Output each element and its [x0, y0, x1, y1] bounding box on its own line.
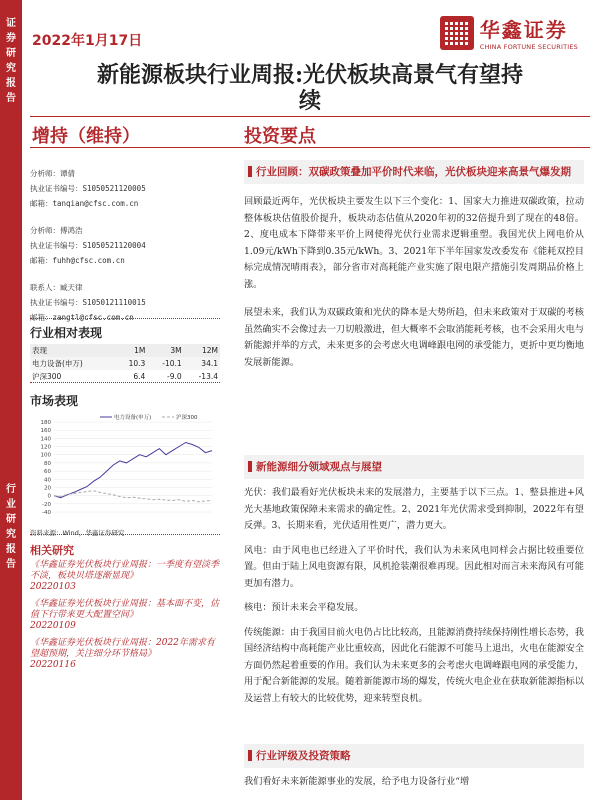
table-cell: 34.1: [184, 357, 220, 370]
table-cell: -9.0: [167, 372, 182, 381]
red-sidebar: [0, 0, 22, 800]
paragraph: 光伏：我们最看好光伏板块未来的发展潜力，主要基于以下三点。1、整县推进+风光大基地政策保障未来需求的确定性。2、2021年光伏需求受到抑制，2022年有望反弹。3、长期来看，光伏适用性更广，潜力更大。: [244, 487, 584, 531]
y-tick-label: -40: [42, 510, 51, 516]
section-title: 投资要点: [244, 126, 316, 147]
section-heading: 行业回顾：双碳政策叠加平价时代来临，光伏板块迎来高景气爆发期: [244, 160, 584, 184]
related-item-link[interactable]: 《华鑫证券光伏板块行业周报：一季度有望淡季不淡，板块贝塔逐渐显现》: [30, 560, 220, 581]
report-title-line2: 续: [298, 88, 321, 114]
analyst-role: 分析师：傅鸿浩: [30, 226, 83, 235]
analyst-cert: 执业证书编号：S1050121110015: [30, 298, 146, 307]
y-tick-label: 180: [40, 420, 51, 426]
y-tick-label: 120: [40, 444, 51, 451]
related-item-link[interactable]: 《华鑫证券光伏板块行业周报：基本面不变，估值下行带来更大配置空间》: [30, 599, 220, 620]
brand-name-cn: 华鑫证券: [479, 18, 568, 42]
performance-table: [30, 344, 220, 383]
related-item-link[interactable]: 《华鑫证券光伏板块行业周报：2022年需求有望超预期，关注细分环节格局》: [30, 638, 215, 659]
y-tick-label: 60: [44, 469, 51, 476]
analyst-card: [30, 166, 220, 211]
table-header-cell: 3M: [147, 344, 183, 357]
header-divider: [30, 116, 590, 117]
brand-emblem-icon: [440, 16, 474, 50]
paragraph: 核电：预计未来会平稳发展。: [244, 602, 364, 613]
analyst-cert: 执业证书编号：S1050521120005: [30, 184, 146, 193]
related-research: [30, 542, 220, 671]
paragraph: 我们看好未来新能源事业的发展，给予电力设备行业“增: [244, 776, 470, 787]
brand-logo: [440, 14, 578, 51]
related-item-date: 20220109: [30, 621, 76, 631]
analyst-role: 分析师：谭倩: [30, 169, 75, 178]
table-header-row: [30, 344, 220, 357]
legend-label: 电力设备(申万): [114, 415, 152, 421]
analyst-cert: 执业证书编号：S1050521120004: [30, 241, 146, 250]
y-tick-label: 20: [44, 485, 51, 492]
rating-label: 增持（维持）: [32, 126, 140, 147]
table-row: [30, 357, 220, 370]
table-header-cell: 表现: [30, 344, 115, 357]
y-tick-label: 140: [40, 436, 51, 443]
analyst-email[interactable]: 邮箱：zangtl@cfsc.com.cn: [30, 313, 134, 322]
performance-box: [30, 324, 220, 383]
section-heading: 行业评级及投资策略: [244, 744, 584, 768]
paragraph: 风电：由于风电也已经进入了平价时代，我们认为未来风电同样会占据比较重要位置。但由于陆上风电资源有限，风机抢装潮很难再现。因此相对而言未来海风有可能更加有潜力。: [244, 544, 584, 589]
series-line: [54, 491, 212, 502]
brand-name-en: CHINA FORTUNE SECURITIES: [479, 43, 578, 51]
section-heading: 新能源细分领域观点与展望: [244, 455, 584, 479]
analyst-list: [30, 166, 220, 331]
y-tick-label: 160: [40, 428, 51, 435]
analyst-email[interactable]: 邮箱：tanqian@cfsc.com.cn: [30, 199, 139, 208]
report-title-line1: 新能源板块行业周报:光伏板块高景气有望持: [96, 62, 524, 88]
y-tick-label: 100: [40, 452, 51, 459]
table-cell: 沪深300: [32, 372, 62, 381]
sidebar-top-label: 证 券 研 究 报 告: [6, 18, 16, 104]
related-title: 相关研究: [30, 544, 74, 557]
table-header-cell: 1M: [115, 344, 147, 357]
paragraph: 展望未来，我们认为双碳政策和光伏的降本是大势所趋，但未来政策对于双碳的考核虽然确实不会像过去一刀切般激进，但大概率不会取消能耗考核，也不会采用火电与新能源并举的方式，未来更多的会考虑火电调峰跟电网的承受能力，更折中更均衡地发展新能源。: [244, 307, 584, 368]
table-cell: 10.3: [115, 357, 147, 370]
paragraph: 传统能源：由于我国目前火电仍占比比较高，且能源消费持续保持刚性增长态势，我国经济结构中高耗能产业比重较高，因此化石能源不可能马上退出，火电在能源安全方面仍然起着重要的作用。我们认为未来更多的会考虑火电调峰跟电网的承受能力，用于配合新能源的发展。随着新能源市场的爆发，传统火电企业在获取新能源指标以及运营上有较大的比较优势，迎来转型良机。: [244, 626, 584, 704]
sidebar-bottom-label: 行 业 研 究 报 告: [6, 484, 16, 570]
related-item-date: 20220116: [30, 660, 76, 670]
table-cell: -13.4: [198, 372, 218, 381]
analyst-email[interactable]: 邮箱：fuhh@cfsc.com.cn: [30, 256, 125, 265]
market-chart-box: [30, 392, 220, 537]
y-tick-label: 80: [44, 460, 51, 467]
chart-source: 资料来源：Wind，华鑫证券研究: [30, 529, 125, 537]
table-header-cell: 12M: [184, 344, 220, 357]
performance-title: 行业相对表现: [30, 326, 103, 340]
y-tick-label: -20: [42, 501, 51, 508]
report-title: [40, 62, 580, 114]
chart-title: 市场表现: [30, 394, 79, 408]
section-rating-strategy: [244, 744, 584, 791]
paragraph: 回顾最近两年，光伏板块主要发生以下三个变化：1、国家大力推进双碳政策，拉动整体板块估值股价提升，板块动态估值从2020年初的32倍提升到了现在的48倍。2、度电成本下降带来平价上网使得光伏行业需求逻辑重塑。我国光伏上网电价从1.09元/kWh下降到0.35元/kWh。3、2021年下半年国家发改委发布《能耗双控目标完成情况晴雨表》，部分省市对高耗能产业实施了限电限产措施引发周期品价格上涨。: [244, 196, 584, 290]
series-line: [54, 443, 212, 498]
related-item-date: 20220103: [30, 582, 76, 592]
y-tick-label: 0: [47, 493, 51, 500]
market-chart: [30, 412, 220, 520]
performance-divider: [30, 382, 220, 383]
table-cell: -10.1: [147, 357, 183, 370]
rating-divider: [30, 147, 590, 148]
analyst-card: [30, 223, 220, 268]
report-date: 2022年1月17日: [32, 33, 143, 49]
legend-label: 沪深300: [176, 415, 198, 421]
y-tick-label: 40: [44, 477, 51, 484]
analyst-role: 联系人：臧天律: [30, 283, 83, 292]
chart-divider: [30, 534, 220, 535]
table-cell: 6.4: [133, 372, 146, 381]
section-sector-outlook: [244, 455, 584, 707]
section-industry-review: [244, 160, 584, 371]
analyst-divider: [30, 318, 220, 319]
table-cell: 电力设备(申万): [30, 357, 115, 370]
